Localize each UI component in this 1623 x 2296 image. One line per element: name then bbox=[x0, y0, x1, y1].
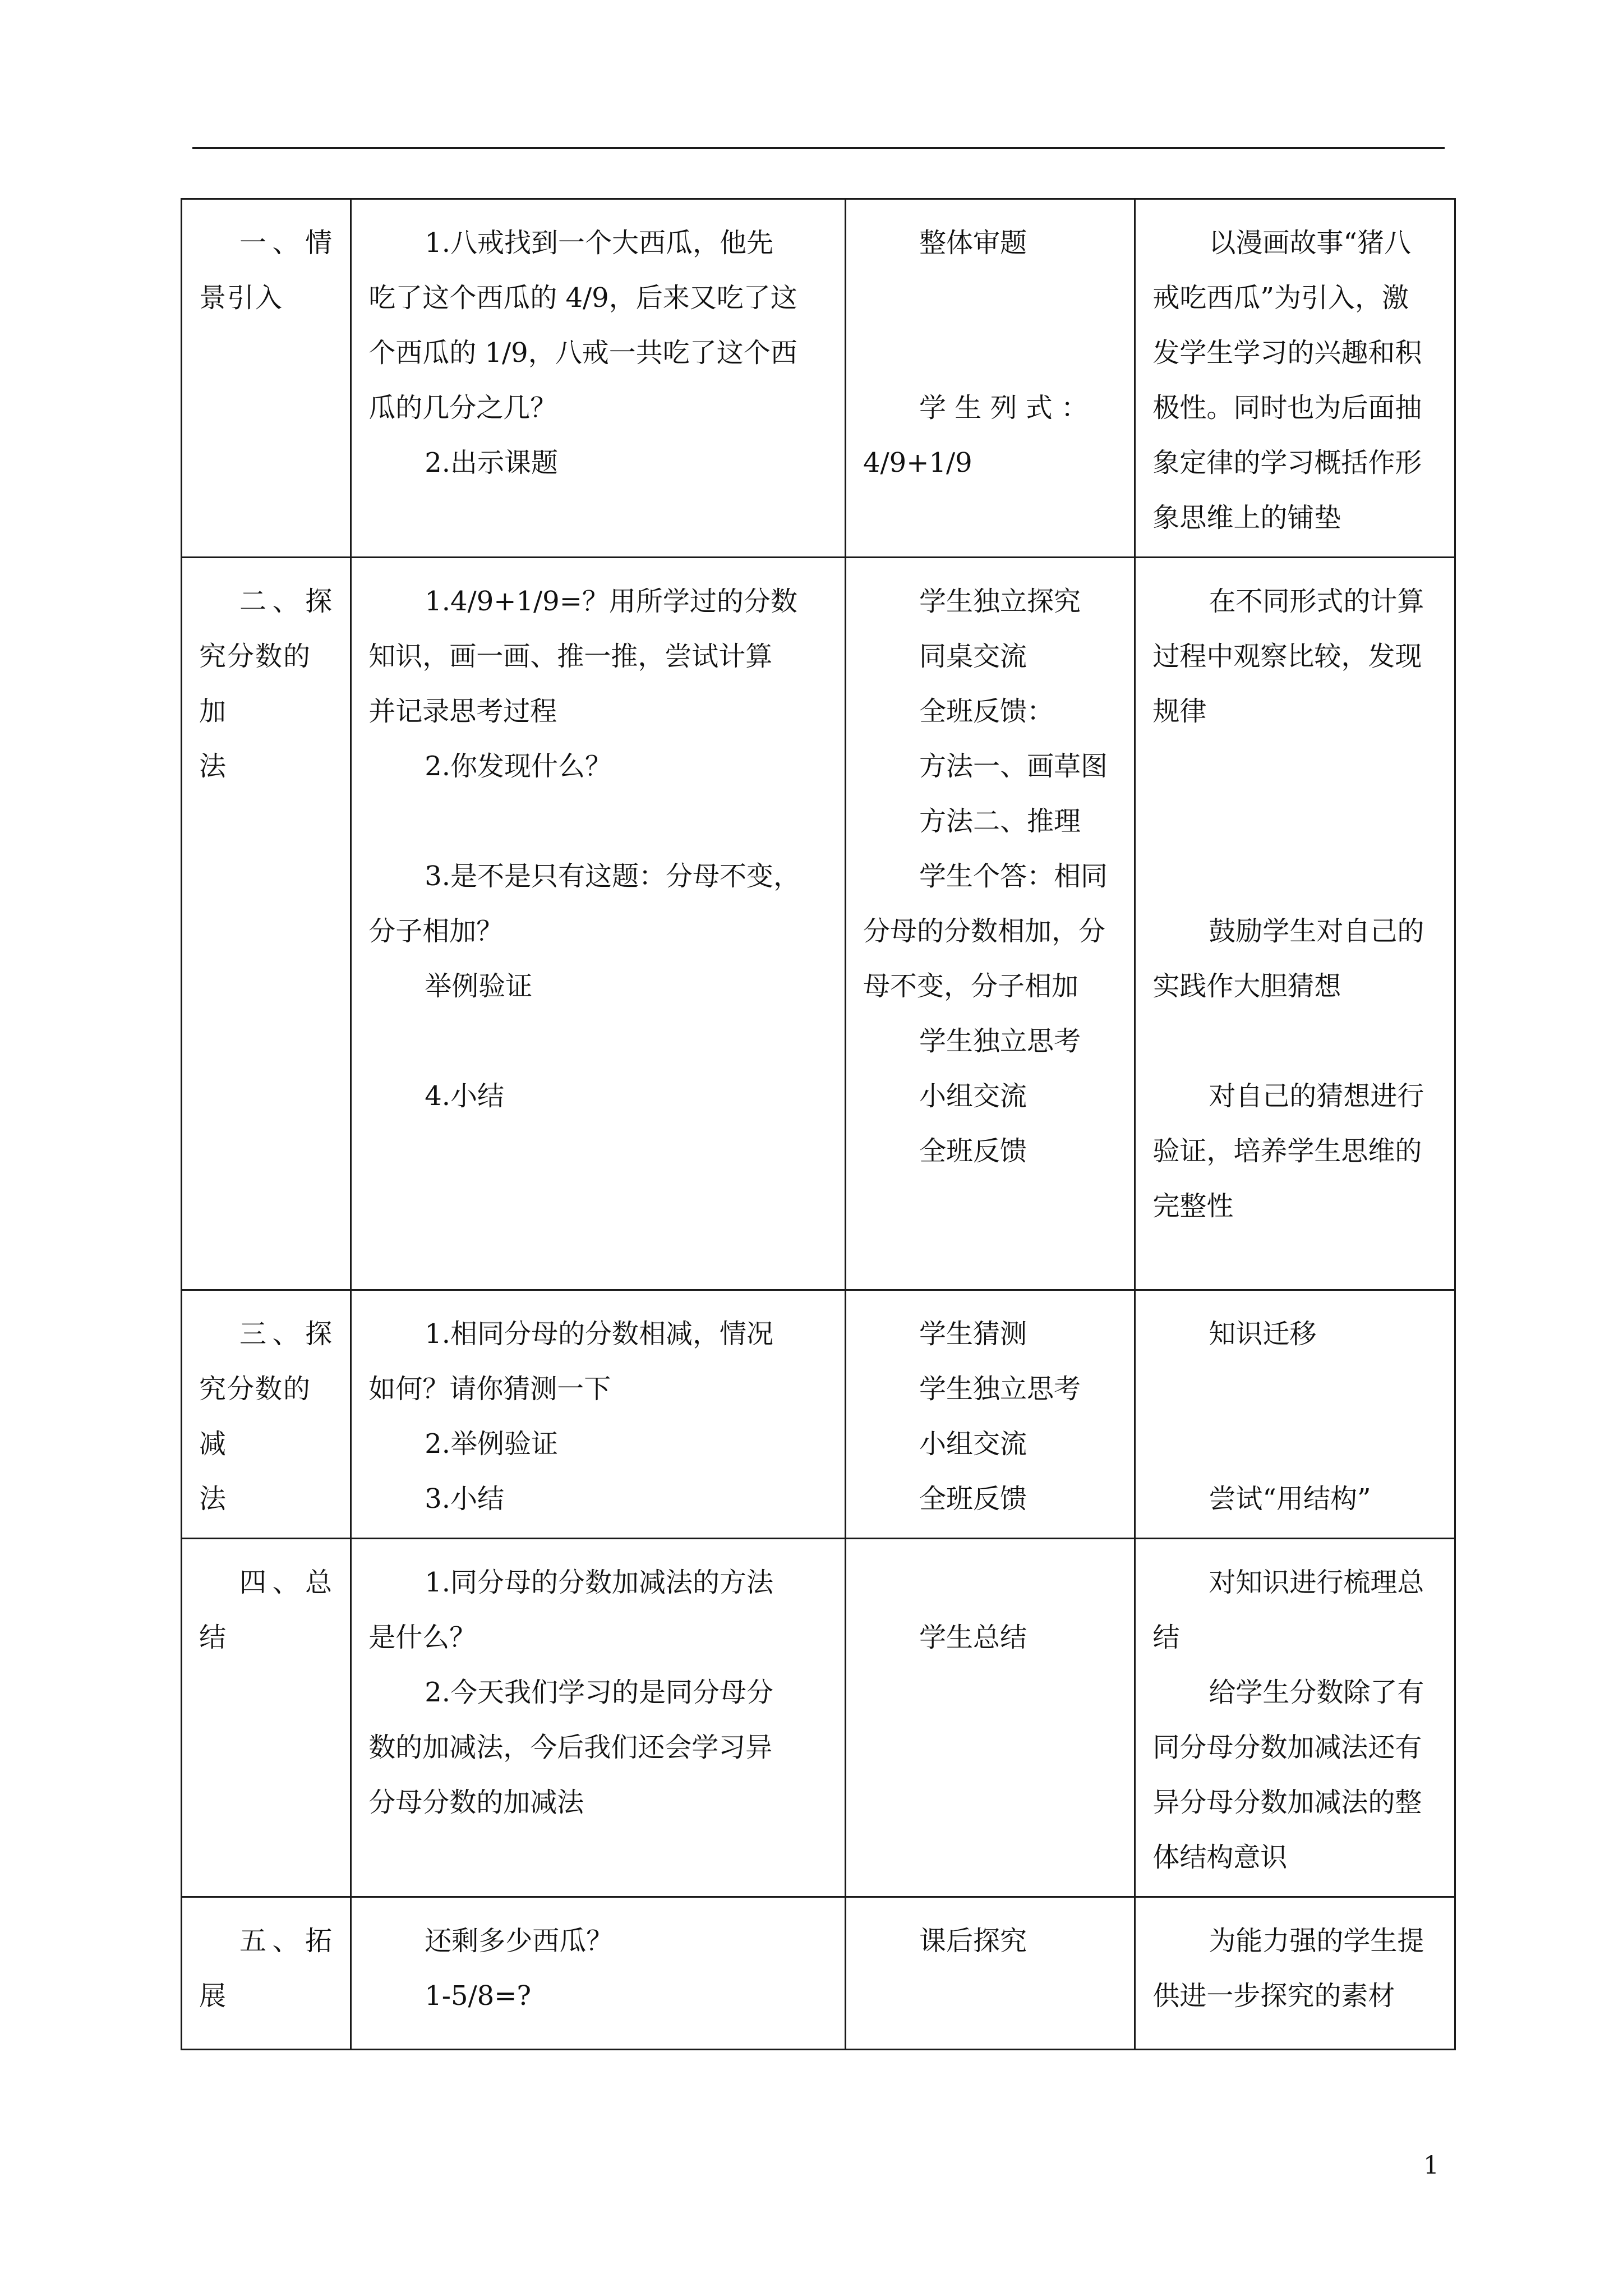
stage-cell bbox=[182, 1290, 351, 1539]
design-text: 验证，培养学生思维的 bbox=[1152, 1135, 1422, 1167]
teacher-text: 如何？请你猜测一下 bbox=[368, 1373, 611, 1405]
teacher-text: 2.举例验证 bbox=[425, 1428, 558, 1460]
design-text: 对知识进行梳理总 bbox=[1209, 1567, 1424, 1598]
stage-label: 一、情 bbox=[239, 227, 334, 259]
student-text: 方法一、画草图 bbox=[919, 751, 1108, 782]
student-text: 学生猜测 bbox=[919, 1318, 1027, 1350]
lesson-plan-table bbox=[181, 198, 1456, 2050]
student-text: 全班反馈 bbox=[919, 1135, 1027, 1167]
student-text: 分母的分数相加，分 bbox=[863, 915, 1105, 947]
stage-label: 展 bbox=[199, 1980, 228, 2012]
student-text: 学生个答：相同 bbox=[919, 861, 1108, 892]
student-text: 课后探究 bbox=[919, 1925, 1027, 1957]
teacher-text: 1.八戒找到一个大西瓜，他先 bbox=[425, 227, 773, 259]
student-text: 全班反馈： bbox=[919, 696, 1054, 727]
teacher-text: 还剩多少西瓜？ bbox=[425, 1925, 614, 1957]
teacher-text: 1-5/8=? bbox=[425, 1980, 532, 2012]
stage-cell bbox=[182, 199, 351, 558]
design-text: 完整性 bbox=[1152, 1190, 1234, 1222]
stage-label: 三、探 bbox=[239, 1318, 334, 1350]
teacher-text: 1.相同分母的分数相减，情况 bbox=[425, 1318, 773, 1350]
table-row bbox=[182, 1290, 1455, 1539]
teacher-text: 瓜的几分之几？ bbox=[368, 392, 557, 424]
stage-label: 二、探 bbox=[239, 586, 334, 617]
design-text: 在不同形式的计算 bbox=[1209, 586, 1424, 617]
design-text: 异分母分数加减法的整 bbox=[1152, 1787, 1422, 1818]
student-text: 学 生 列 式 ： bbox=[919, 392, 1089, 424]
stage-label: 四、总 bbox=[239, 1567, 334, 1598]
design-text: 体结构意识 bbox=[1152, 1842, 1288, 1873]
stage-label: 究分数的加 bbox=[199, 641, 312, 727]
student-text: 学生独立探究 bbox=[919, 586, 1081, 617]
stage-cell bbox=[182, 558, 351, 1290]
teacher-activity-cell bbox=[351, 1539, 846, 1897]
student-text: 全班反馈 bbox=[919, 1483, 1027, 1515]
design-text: 实践作大胆猜想 bbox=[1152, 970, 1341, 1002]
design-text: 给学生分数除了有 bbox=[1209, 1677, 1424, 1708]
teacher-text: 分母分数的加减法 bbox=[368, 1787, 584, 1818]
design-intent-cell bbox=[1135, 1539, 1455, 1897]
student-activity-cell bbox=[845, 1290, 1135, 1539]
student-text: 小组交流 bbox=[919, 1428, 1027, 1460]
header-rule bbox=[192, 147, 1445, 149]
design-text: 象思维上的铺垫 bbox=[1152, 502, 1341, 533]
teacher-text: 并记录思考过程 bbox=[368, 696, 557, 727]
design-intent-cell bbox=[1135, 1897, 1455, 2050]
design-text: 过程中观察比较，发现 bbox=[1152, 641, 1422, 672]
teacher-text: 3.是不是只有这题：分母不变， bbox=[425, 861, 800, 892]
design-text: 规律 bbox=[1152, 696, 1207, 727]
design-text: 发学生学习的兴趣和积 bbox=[1152, 337, 1422, 369]
student-text: 同桌交流 bbox=[919, 641, 1027, 672]
teacher-text: 1.4/9+1/9=？用所学过的分数 bbox=[425, 586, 797, 617]
student-text: 方法二、推理 bbox=[919, 806, 1081, 837]
table-row bbox=[182, 1539, 1455, 1897]
teacher-text: 分子相加？ bbox=[368, 915, 504, 947]
teacher-text: 3.小结 bbox=[425, 1483, 504, 1515]
design-text: 为能力强的学生提 bbox=[1209, 1925, 1424, 1957]
teacher-text: 2.你发现什么？ bbox=[425, 751, 612, 782]
table-row bbox=[182, 199, 1455, 558]
stage-cell bbox=[182, 1897, 351, 2050]
teacher-text: 是什么？ bbox=[368, 1622, 477, 1653]
teacher-text: 个西瓜的 1/9，八戒一共吃了这个西 bbox=[368, 337, 797, 369]
teacher-text: 知识，画一画、推一推，尝试计算 bbox=[368, 641, 773, 672]
teacher-activity-cell bbox=[351, 199, 846, 558]
table-row bbox=[182, 1897, 1455, 2050]
stage-label: 结 bbox=[199, 1622, 228, 1653]
stage-label: 究分数的减 bbox=[199, 1373, 312, 1460]
design-text: 鼓励学生对自己的 bbox=[1209, 915, 1424, 947]
student-text: 学生独立思考 bbox=[919, 1025, 1081, 1057]
student-text: 4/9+1/9 bbox=[863, 447, 972, 478]
stage-label: 五、拓 bbox=[239, 1925, 334, 1957]
student-activity-cell bbox=[845, 1897, 1135, 2050]
design-text: 尝试“用结构” bbox=[1209, 1483, 1371, 1515]
teacher-text: 数的加减法，今后我们还会学习异 bbox=[368, 1732, 773, 1763]
student-text: 学生独立思考 bbox=[919, 1373, 1081, 1405]
teacher-text: 4.小结 bbox=[425, 1080, 504, 1112]
design-text: 极性。同时也为后面抽 bbox=[1152, 392, 1422, 424]
student-text: 母不变，分子相加 bbox=[863, 970, 1078, 1002]
design-text: 结 bbox=[1152, 1622, 1180, 1653]
design-text: 同分母分数加减法还有 bbox=[1152, 1732, 1422, 1763]
teacher-activity-cell bbox=[351, 558, 846, 1290]
student-activity-cell bbox=[845, 199, 1135, 558]
student-text: 整体审题 bbox=[919, 227, 1027, 259]
stage-label: 法 bbox=[199, 1483, 228, 1515]
table-row bbox=[182, 558, 1455, 1290]
stage-cell bbox=[182, 1539, 351, 1897]
teacher-text: 2.今天我们学习的是同分母分 bbox=[425, 1677, 773, 1708]
design-text: 知识迁移 bbox=[1209, 1318, 1317, 1350]
design-intent-cell bbox=[1135, 1290, 1455, 1539]
student-activity-cell bbox=[845, 1539, 1135, 1897]
design-text: 对自己的猜想进行 bbox=[1209, 1080, 1424, 1112]
stage-label: 景引入 bbox=[199, 282, 284, 314]
design-intent-cell bbox=[1135, 558, 1455, 1290]
teacher-text: 举例验证 bbox=[425, 970, 533, 1002]
teacher-text: 1.同分母的分数加减法的方法 bbox=[425, 1567, 773, 1598]
student-activity-cell bbox=[845, 558, 1135, 1290]
teacher-text: 2.出示课题 bbox=[425, 447, 558, 478]
student-text: 学生总结 bbox=[919, 1622, 1027, 1653]
design-text: 象定律的学习概括作形 bbox=[1152, 447, 1422, 478]
design-text: 戒吃西瓜”为引入，激 bbox=[1152, 282, 1409, 314]
design-intent-cell bbox=[1135, 199, 1455, 558]
design-text: 供进一步探究的素材 bbox=[1152, 1980, 1395, 2012]
teacher-text: 吃了这个西瓜的 4/9，后来又吃了这 bbox=[368, 282, 797, 314]
teacher-activity-cell bbox=[351, 1897, 846, 2050]
page-number: 1 bbox=[1423, 2151, 1439, 2180]
stage-label: 法 bbox=[199, 751, 228, 782]
student-text: 小组交流 bbox=[919, 1080, 1027, 1112]
design-text: 以漫画故事“猪八 bbox=[1209, 227, 1411, 259]
teacher-activity-cell bbox=[351, 1290, 846, 1539]
